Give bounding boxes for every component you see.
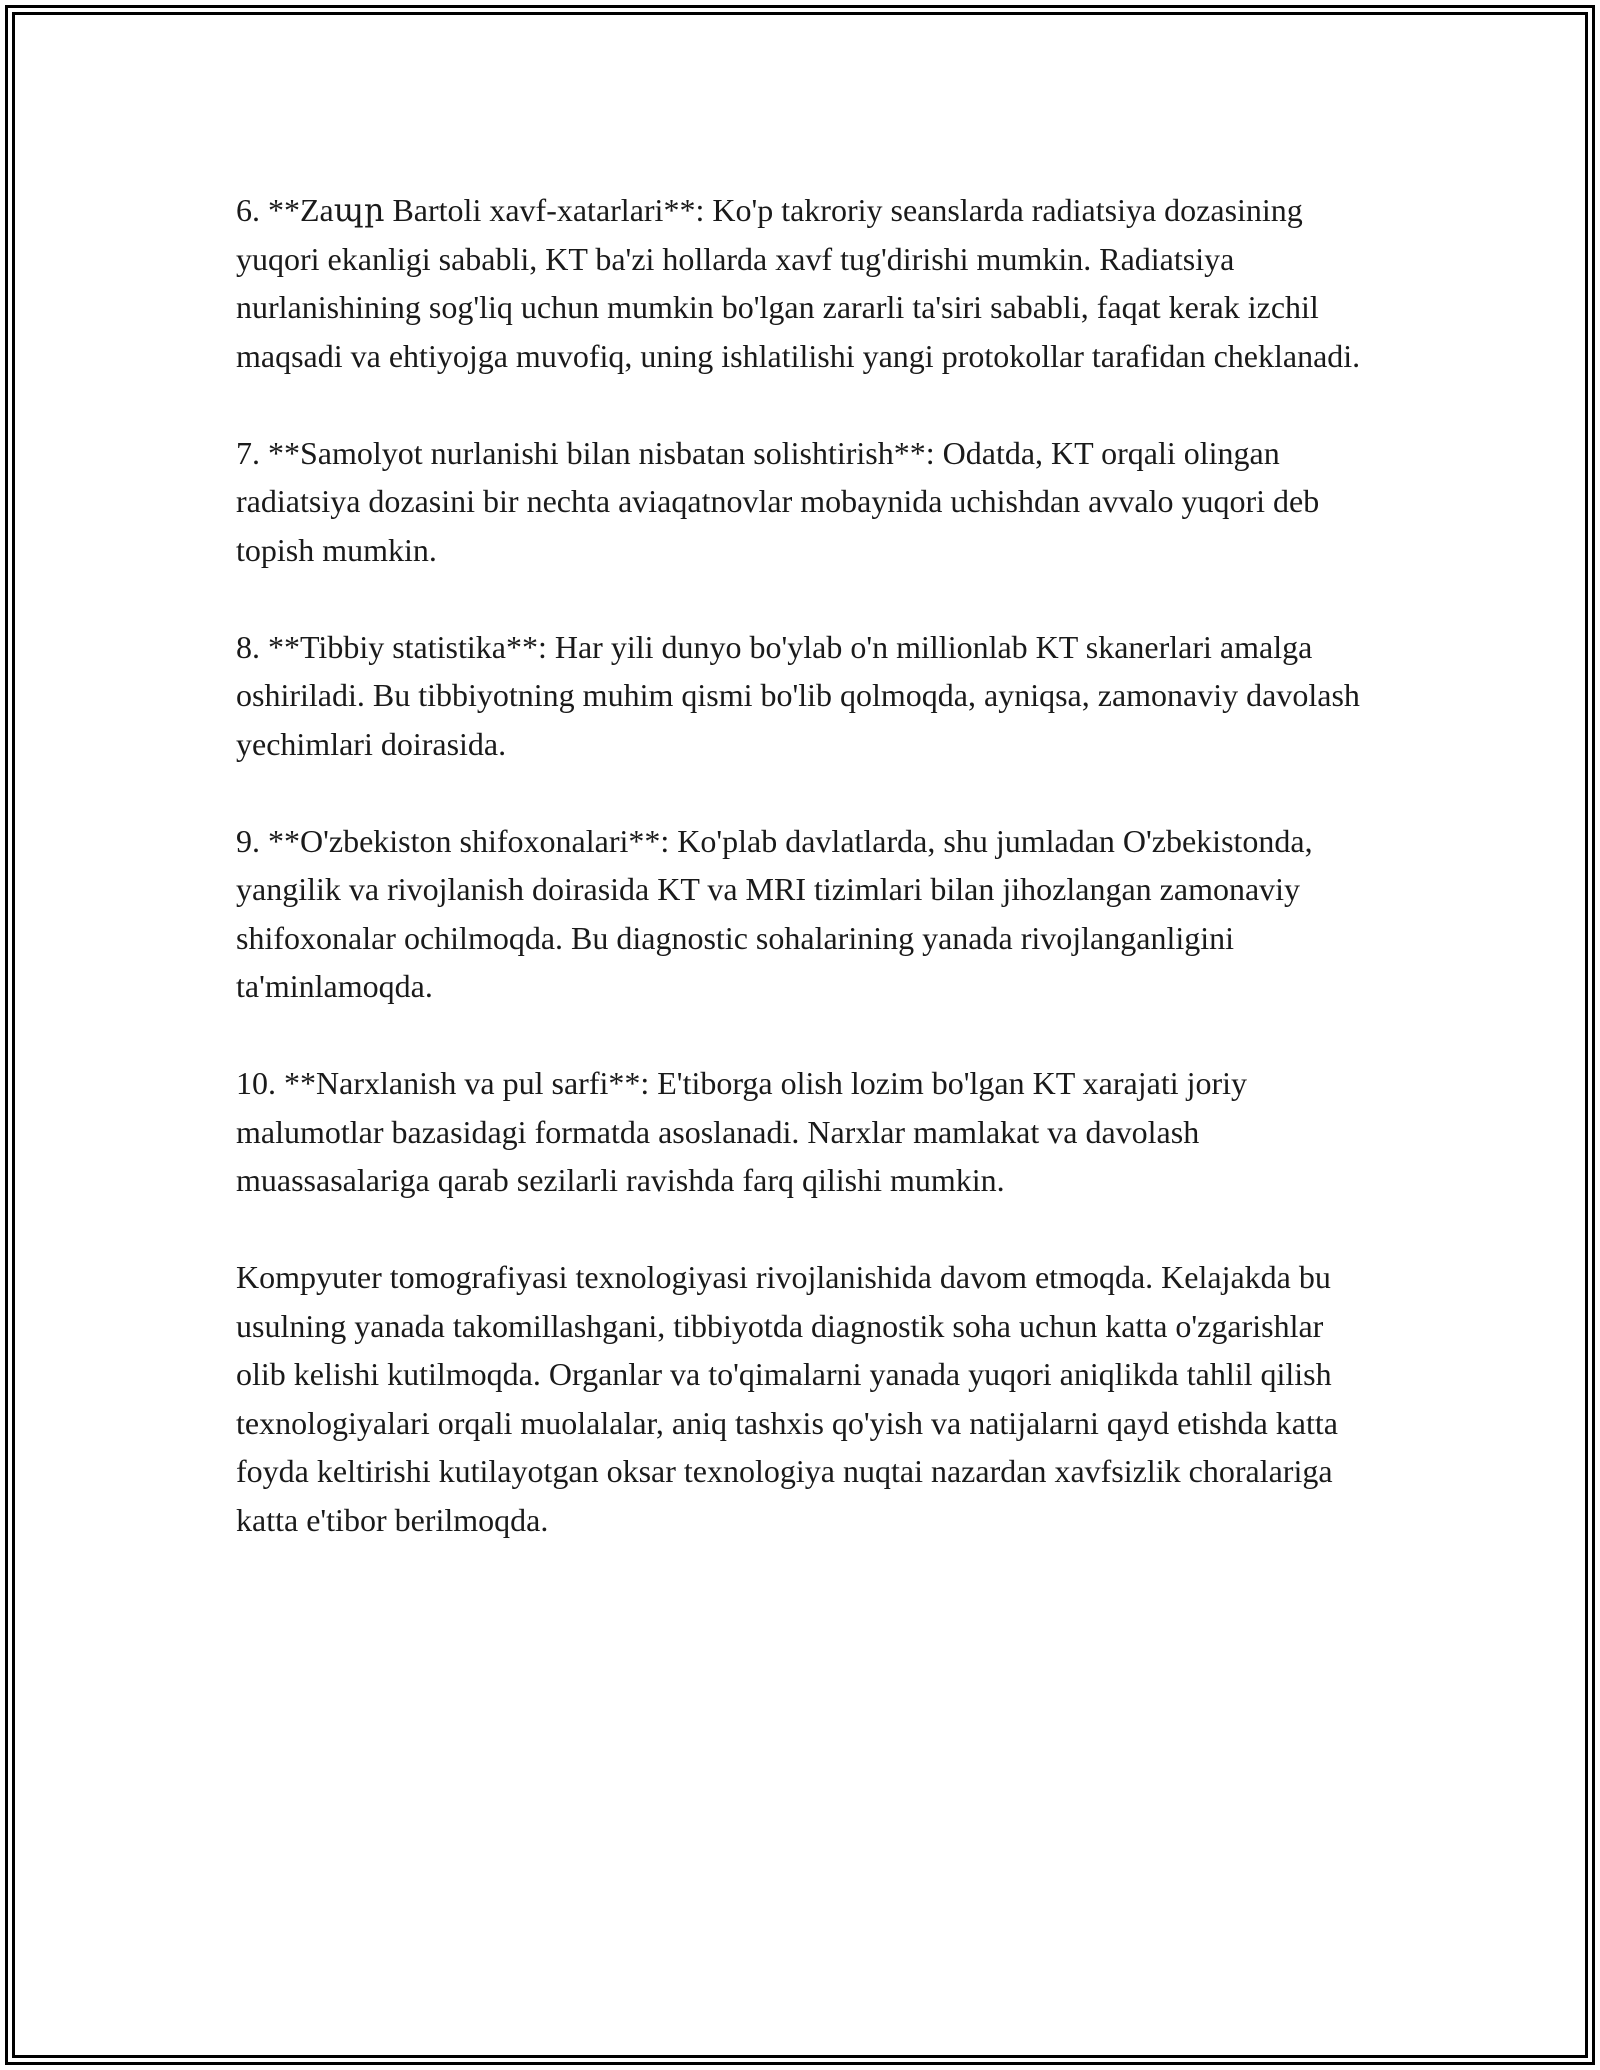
paragraph-item-6: 6. **Zaպր Bartoli xavf-xatarlari**: Ko'p takroriy seanslarda radiatsiya dozasining yuqori ekanligi sababli, KT ba'zi hollarda xavf tug'dirishi mumkin. Radiatsiya nurlanishining sog'liq uchun mumkin bo'lgan zararli ta'siri sababli, faqat kerak izchil maqsadi va ehtiyojga muvofiq, uning ishlatilishi yangi protokollar tarafidan cheklanadi. — [236, 192, 1361, 374]
conclusion-paragraph: Kompyuter tomografiyasi texnologiyasi rivojlanishida davom etmoqda. Kelajakda bu usulning yanada takomillashgani, tibbiyotda diagnostik soha uchun katta o'zgarishlar olib kelishi kutilmoqda. Organlar va to'qimalarni yanada yuqori aniqlikda tahlil qilish texnologiyalari orqali muolalalar, aniq tashxis qo'yish va natijalarni qayd etishda katta foyda keltirishi kutilayotgan oksar texnologiya nuqtai nazardan xavfsizlik choralariga katta e'tibor berilmoqda. — [236, 1259, 1338, 1538]
paragraph-item-10: 10. **Narxlanish va pul sarfi**: E'tiborga olish lozim bo'lgan KT xarajati joriy malumotlar bazasidagi formatda asoslanadi. Narxlar mamlakat va davolash muassasalariga qarab sezilarli ravishda farq qilishi mumkin. — [236, 1065, 1248, 1198]
paragraph-item-7: 7. **Samolyot nurlanishi bilan nisbatan solishtirish**: Odatda, KT orqali olingan radiatsiya dozasini bir nechta aviaqatnovlar mobaynida uchishdan avvalo yuqori deb topish mumkin. — [236, 434, 1320, 568]
document-body — [236, 186, 1366, 1593]
paragraph-item-8: 8. **Tibbiy statistika**: Har yili dunyo bo'ylab o'n millionlab KT skanerlari amalga oshiriladi. Bu tibbiyotning muhim qismi bo'lib qolmoqda, ayniqsa, zamonaviy davolash yechimlari doirasida. — [236, 628, 1360, 762]
paragraph-item-9: 9. **O'zbekiston shifoxonalari**: Ko'plab davlatlarda, shu jumladan O'zbekistonda, yangilik va rivojlanish doirasida KT va MRI tizimlari bilan jihozlangan zamonaviy shifoxonalar ochilmoqda. Bu diagnostic sohalarining yanada rivojlanganligini ta'minlamoqda. — [236, 822, 1313, 1004]
